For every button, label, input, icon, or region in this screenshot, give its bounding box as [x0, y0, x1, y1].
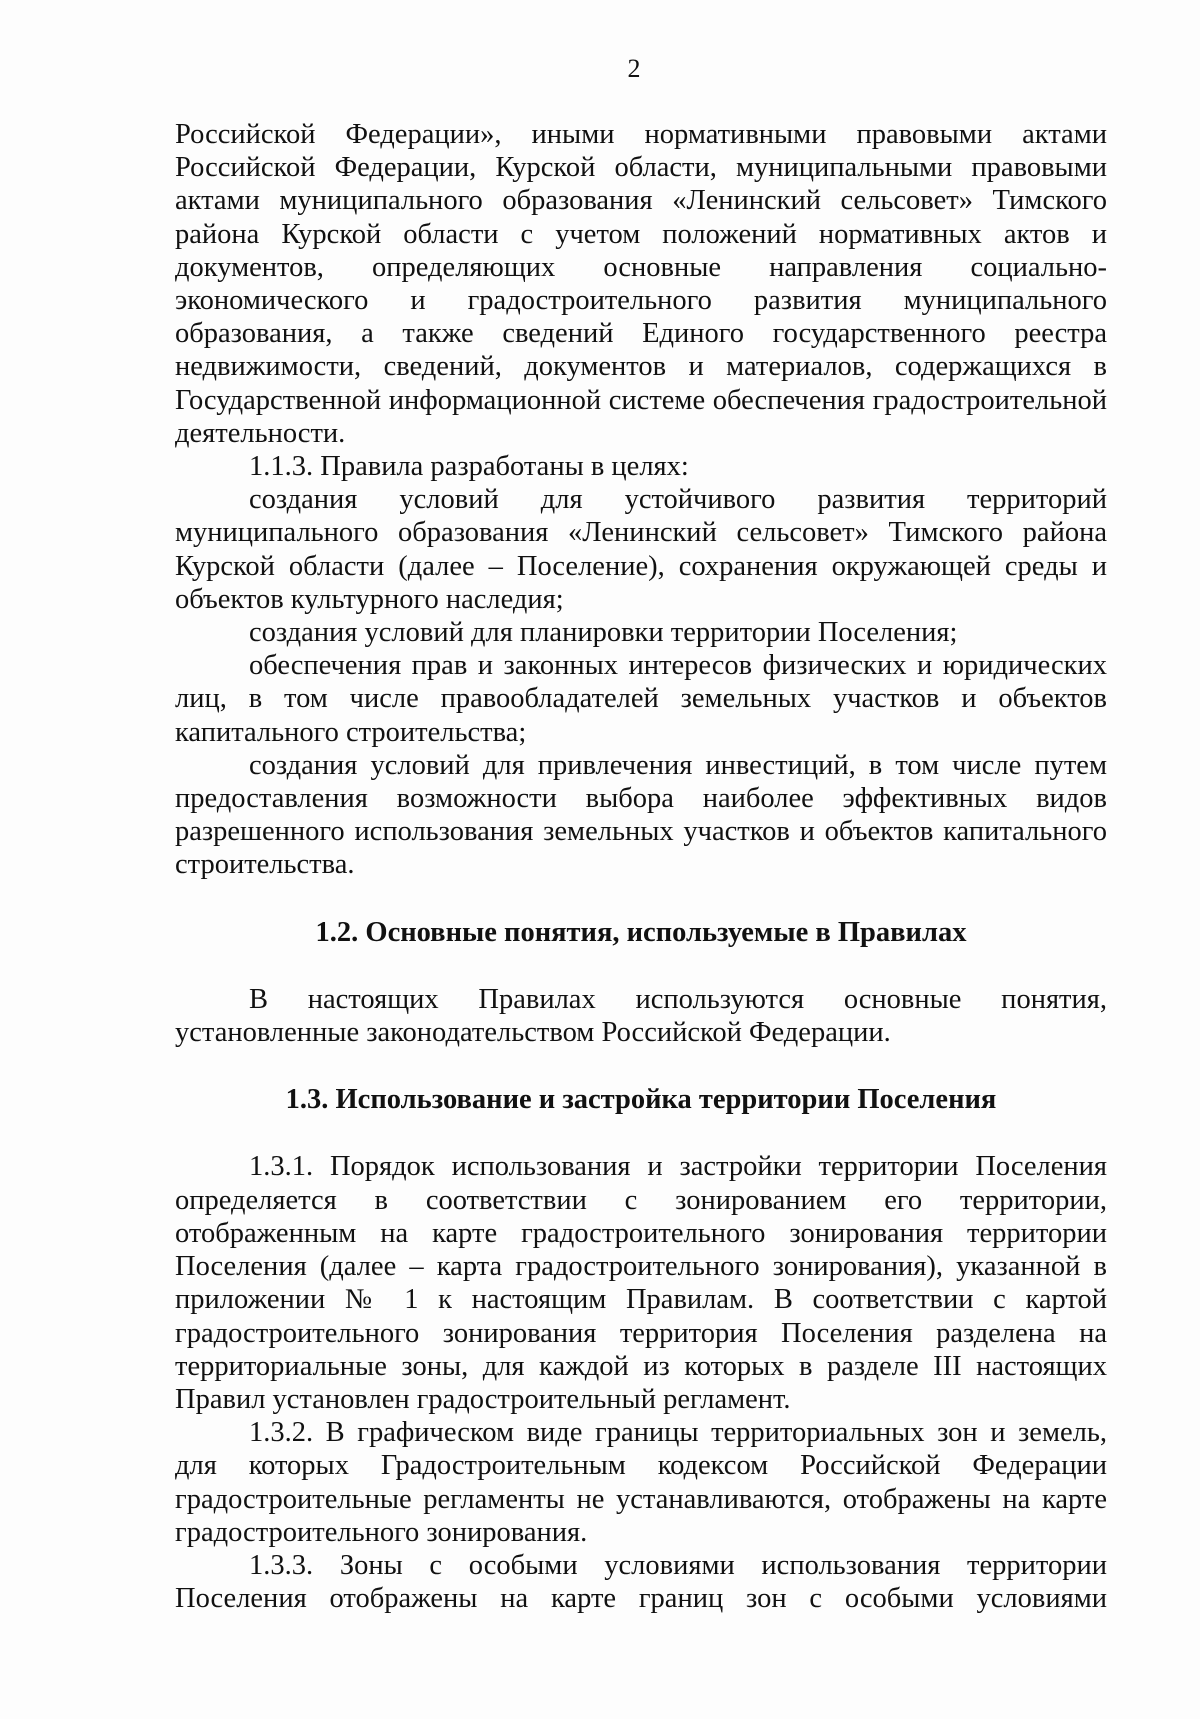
paragraph-goal-planning: создания условий для планировки территории Поселения; — [249, 617, 958, 649]
paragraph-1-3-2: 1.3.2. В графическом виде границы территориальных зон и земель, для которых Градостроительным кодексом Российской Федерации градостроительные регламенты не устанавливаются, отображены на карте градостроительного зонирования. — [175, 1417, 1107, 1548]
paragraph-1-3-3: 1.3.3. Зоны с особыми условиями использования территории Поселения отображены на карте границ зон с особыми условиями — [175, 1549, 1107, 1615]
section-heading-1-2: 1.2. Основные понятия, используемые в Правилах — [315, 916, 967, 948]
page-number: 2 — [627, 54, 641, 83]
paragraph-continuation: Российской Федерации», иными нормативными правовыми актами Российской Федерации, Курской области, муниципальными правовыми актами муниципального образования «Ленинский сельсовет» Тимского района Курской области с учетом положений нормативных актов и документов, определяющих основные направления социально-экономического и градостроительного развития муниципального образования, а также сведений Единого государственного реестра недвижимости, сведений, документов и материалов, содержащихся в Государственной информационной системе обеспечения градостроительной деятельности. — [175, 119, 1107, 449]
paragraph-1-3-1: 1.3.1. Порядок использования и застройки территории Поселения определяется в соответствии с зонированием его территории, отображенным на карте градостроительного зонирования территории Поселения (далее – карта градостроительного зонирования), указанной в приложении № 1 к настоящим Правилам. В соответствии с картой градостроительного зонирования территория Поселения разделена на территориальные зоны, для каждой из которых в разделе III настоящих Правил установлен градостроительный регламент. — [175, 1151, 1107, 1415]
paragraph-goal-rights: обеспечения прав и законных интересов физических и юридических лиц, в том числе правообладателей земельных участков и объектов капитального строительства; — [175, 650, 1107, 748]
paragraph-concepts: В настоящих Правилах используются основные понятия, установленные законодательством Российской Федерации. — [175, 983, 1107, 1049]
paragraph-goal-development: создания условий для устойчивого развития территорий муниципального образования «Ленинский сельсовет» Тимского района Курской области (далее – Поселение), сохранения окружающей среды и объектов культурного наследия; — [175, 484, 1107, 615]
section-heading-1-3: 1.3. Использование и застройка территории Поселения — [285, 1084, 997, 1116]
document-body — [175, 118, 1107, 1615]
paragraph-goal-investment: создания условий для привлечения инвестиций, в том числе путем предоставления возможности выбора наиболее эффективных видов разрешенного использования земельных участков и объектов капитального строительства. — [175, 749, 1107, 881]
paragraph-1-1-3: 1.1.3. Правила разработаны в целях: — [249, 451, 689, 483]
